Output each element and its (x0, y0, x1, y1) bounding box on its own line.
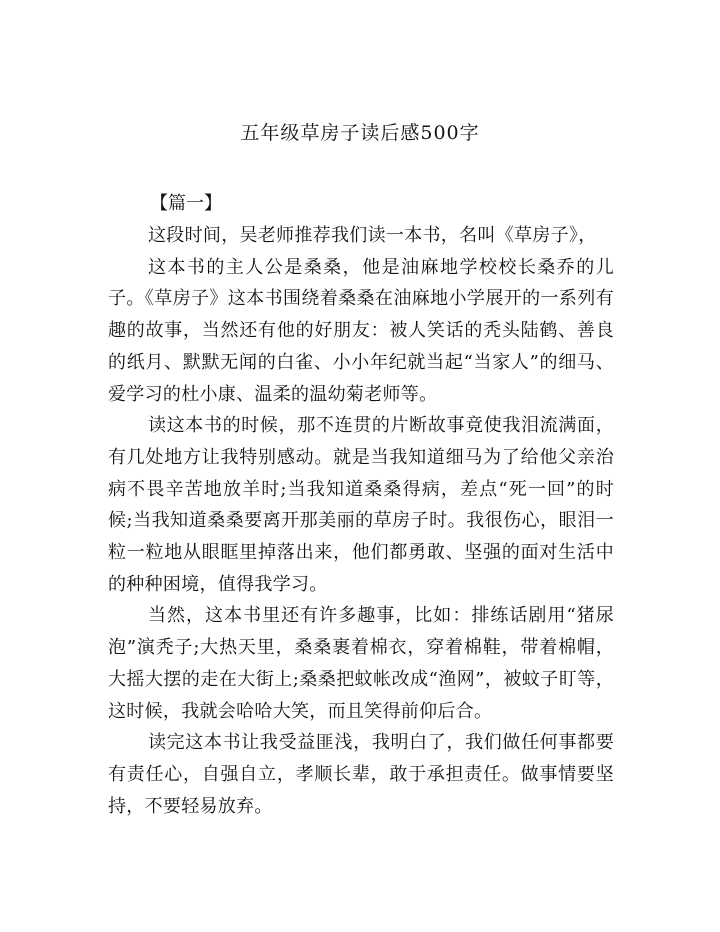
section-label: 【篇一】 (150, 193, 222, 214)
paragraph-5: 读完这本书让我受益匪浅，我明白了，我们做任何事都要有责任心，自强自立，孝顺长辈，敢于承担责任。做事情要坚持，不要轻易放弃。 (108, 732, 614, 817)
paragraph-4: 当然，这本书里还有许多趣事，比如：排练话剧用“猪尿泡”演秃子;大热天里，桑桑裹着棉衣，穿着棉鞋，带着棉帽，大摇大摆的走在大街上;桑桑把蚊帐改成“渔网”，被蚊子盯等，这时候，我就会哈哈大笑，而且笑得前仰后合。 (108, 605, 614, 722)
document-title: 五年级草房子读后感500字 (240, 122, 480, 144)
paragraph-2: 这本书的主人公是桑桑，他是油麻地学校校长桑乔的儿子。《草房子》这本书围绕着桑桑在油麻地小学展开的一系列有趣的故事，当然还有他的好朋友：被人笑话的秃头陆鹤、善良的纸月、默默无闻的白雀、小小年纪就当起“当家人”的细马、爱学习的杜小康、温柔的温幼菊老师等。 (108, 256, 614, 405)
paragraph-3: 读这本书的时候，那不连贯的片断故事竟使我泪流满面，有几处地方让我特别感动。就是当我知道细马为了给他父亲治病不畏辛苦地放羊时;当我知道桑桑得病，差点“死一回”的时候;当我知道桑桑要离开那美丽的草房子时。我很伤心，眼泪一粒一粒地从眼眶里掉落出来，他们都勇敢、坚强的面对生活中的种种困境，值得我学习。 (108, 415, 614, 595)
paragraph-1: 这段时间，吴老师推荐我们读一本书，名叫《草房子》， (148, 225, 597, 246)
document-body (108, 220, 614, 822)
